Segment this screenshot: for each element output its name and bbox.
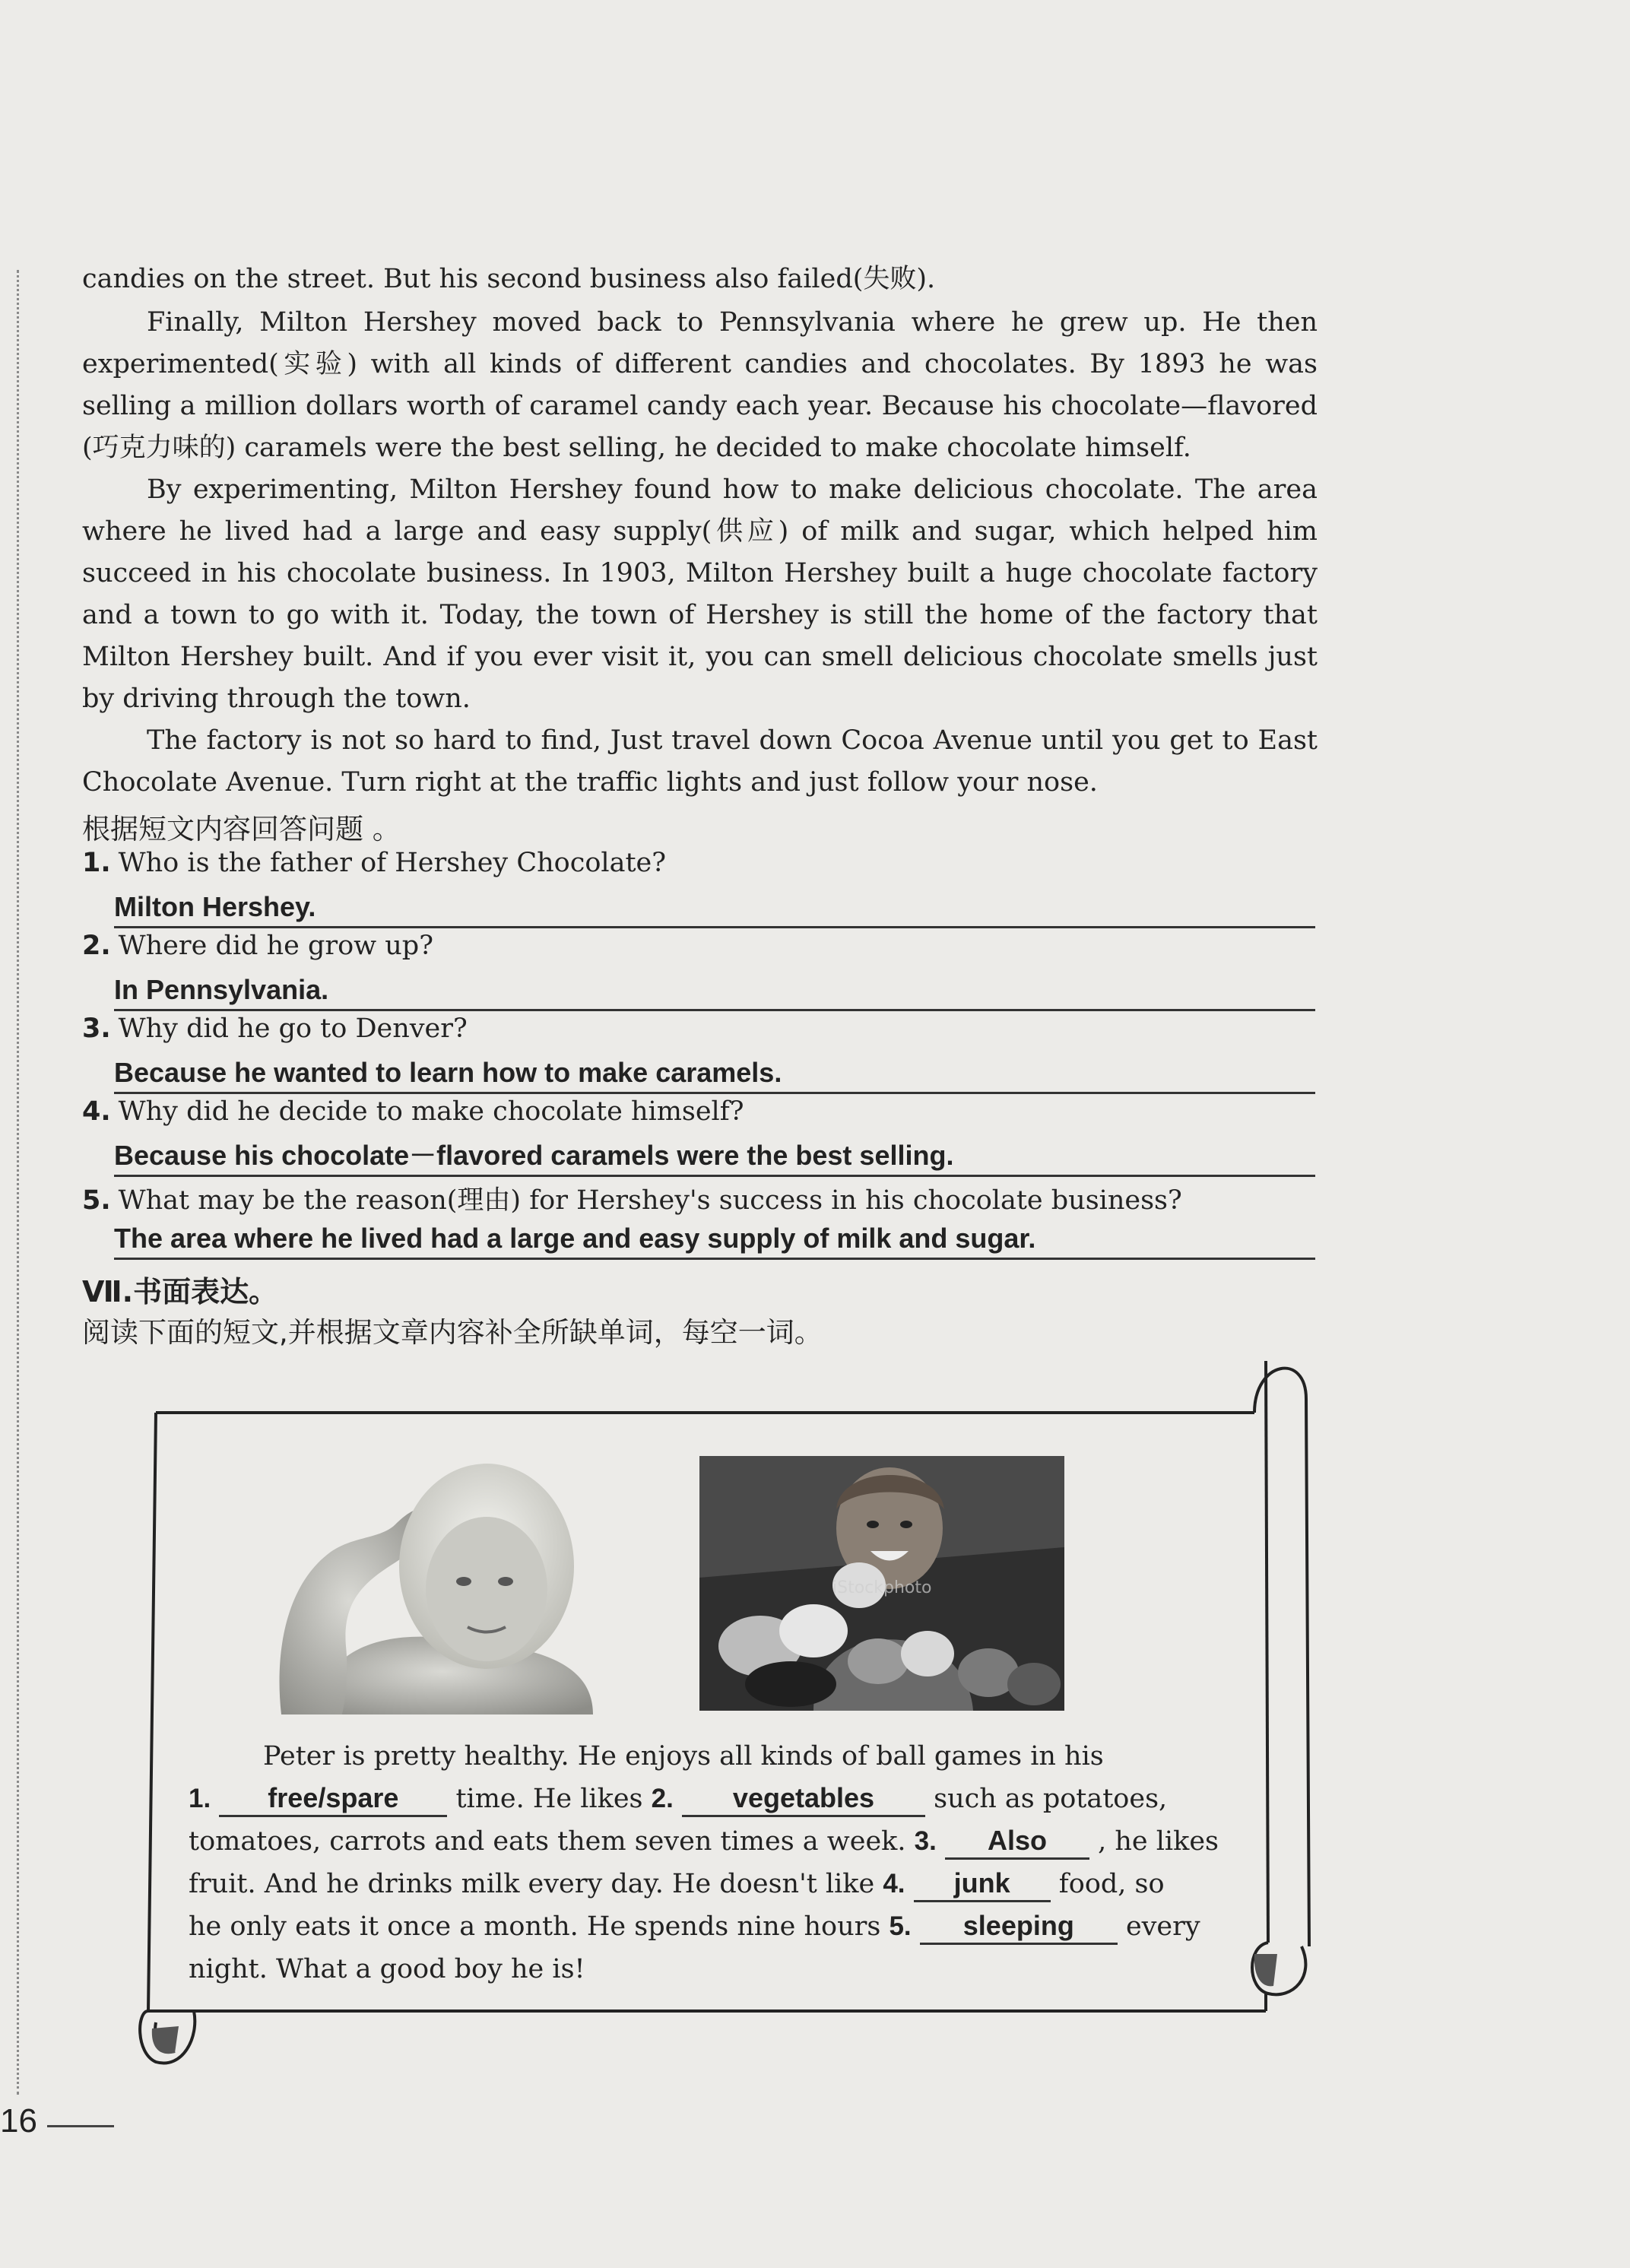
- scroll-curl-shadow: [152, 2026, 179, 2054]
- question-text: Where did he grow up?: [118, 931, 433, 961]
- blank-2-answer[interactable]: vegetables: [682, 1781, 925, 1817]
- story-line-1: Peter is pretty healthy. He enjoys all kinds of ball games in his: [263, 1741, 1104, 1772]
- story-text-fragment: every: [1117, 1911, 1200, 1942]
- blank-5-answer[interactable]: sleeping: [920, 1909, 1118, 1945]
- question-number: 5.: [82, 1185, 111, 1216]
- answer-4: Because his chocolate－flavored caramels were the best selling.: [114, 1137, 1315, 1177]
- question-text: Why did he decide to make chocolate himself?: [118, 1096, 744, 1127]
- question-number: 4.: [82, 1096, 111, 1127]
- story-line-5: [189, 1905, 1230, 1948]
- passage-paragraph-2: By experimenting, Milton Hershey found how to make delicious chocolate. The area where he lived had a large and easy supply(供应) of milk and sugar, which helped him succeed in his chocolate business. In 1903, Milton Hershey built a huge chocolate factory and a town to go with it. Today, the town of Hershey is still the home of the factory that Milton Hershey built. And if you ever visit it, you can smell delicious chocolate smells just by driving through the town.: [82, 474, 1318, 714]
- writing-instruction: 阅读下面的短文,并根据文章内容补全所缺单词，每空一词。: [82, 1316, 823, 1349]
- boy-flexing-photo: [274, 1456, 623, 1714]
- passage-paragraph-0: candies on the street. But his second business also failed(失败).: [82, 264, 936, 294]
- story-text-fragment: time. He likes: [447, 1784, 652, 1814]
- answer-1: Milton Hershey.: [114, 888, 1315, 928]
- answer-5: The area where he lived had a large and easy supply of milk and sugar.: [114, 1220, 1315, 1260]
- story-line-4: [189, 1863, 1230, 1905]
- passage-paragraph-1: Finally, Milton Hershey moved back to Pennsylvania where he grew up. He then experimented(实验) with all kinds of different candies and chocolates. By 1893 he was selling a million dollars worth of caramel candy each year. Because his chocolate—flavored (巧克力味的) caramels were the best selling, he decided to make chocolate himself.: [82, 307, 1318, 463]
- page-number: 16: [0, 2102, 37, 2140]
- blank-number: 3.: [914, 1826, 937, 1856]
- question-text: What may be the reason(理由) for Hershey's success in his chocolate business?: [118, 1185, 1182, 1216]
- boy-with-fruit-photo: [699, 1456, 1064, 1711]
- section-title: Ⅶ.书面表达。: [82, 1275, 278, 1308]
- story-text-fragment: he only eats it once a month. He spends nine hours: [189, 1911, 890, 1942]
- story-text-fragment: , he likes: [1089, 1826, 1219, 1857]
- question-number: 1.: [82, 848, 111, 878]
- story-text-fragment: food, so: [1050, 1869, 1165, 1899]
- question-number: 3.: [82, 1013, 111, 1044]
- question-number: 2.: [82, 931, 111, 961]
- blank-3-answer[interactable]: Also: [945, 1824, 1089, 1860]
- page-number-rule: [47, 2125, 114, 2127]
- qa-instruction: 根据短文内容回答问题 。: [82, 813, 401, 845]
- question-text: Who is the father of Hershey Chocolate?: [118, 848, 666, 878]
- blank-number: 1.: [189, 1784, 211, 1813]
- blank-number: 2.: [651, 1784, 674, 1813]
- watermark-text: iStockphoto: [832, 1578, 932, 1597]
- story-text-fragment: such as potatoes,: [924, 1784, 1168, 1814]
- story-line-6: night. What a good boy he is!: [189, 1954, 585, 1984]
- blank-number: 5.: [889, 1911, 912, 1941]
- question-text: Why did he go to Denver?: [118, 1013, 468, 1044]
- answer-3: Because he wanted to learn how to make caramels.: [114, 1054, 1315, 1094]
- blank-number: 4.: [883, 1869, 905, 1898]
- passage-paragraph-3: The factory is not so hard to find, Just travel down Cocoa Avenue until you get to East Chocolate Avenue. Turn right at the traffic lights and just follow your nose.: [82, 725, 1318, 798]
- blank-1-answer[interactable]: free/spare: [219, 1781, 447, 1817]
- story-text-fragment: fruit. And he drinks milk every day. He doesn't like: [189, 1869, 883, 1899]
- story-line-3: [189, 1820, 1230, 1863]
- story-line-2: [189, 1778, 1230, 1820]
- blank-4-answer[interactable]: junk: [914, 1867, 1051, 1902]
- answer-2: In Pennsylvania.: [114, 971, 1315, 1011]
- story-text-fragment: tomatoes, carrots and eats them seven times a week.: [189, 1826, 915, 1857]
- story-text: [189, 1735, 1230, 1990]
- scroll-curl-shadow: [1254, 1954, 1277, 1986]
